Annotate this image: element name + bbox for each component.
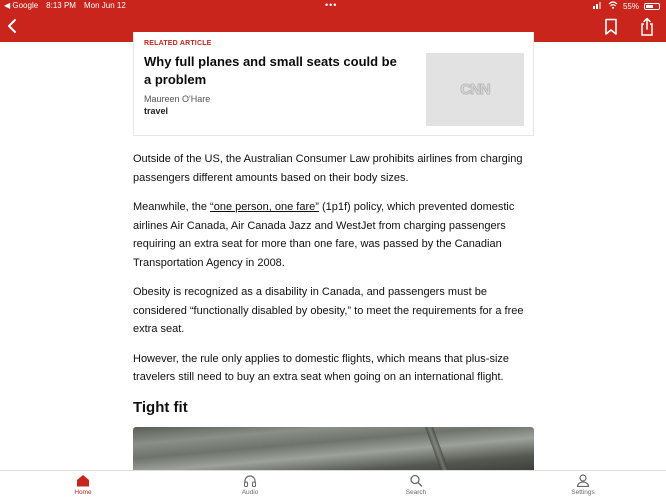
related-article-kicker: RELATED ARTICLE	[144, 40, 212, 47]
status-bar	[0, 0, 666, 12]
tab-bar	[0, 470, 666, 500]
tab-label: Settings	[571, 489, 595, 496]
article-paragraph: Outside of the US, the Australian Consumer Law prohibits airlines from charging passengers different amounts based on their body sizes.	[133, 153, 523, 184]
home-icon	[76, 474, 90, 487]
article-image[interactable]	[133, 427, 534, 471]
image-detail	[425, 427, 449, 471]
section-heading: Tight fit	[133, 398, 188, 416]
status-time: 8:13 PM	[46, 1, 76, 10]
battery-percent: 55%	[622, 1, 639, 11]
paragraph-text: Meanwhile, the	[133, 201, 211, 213]
headphones-icon	[243, 474, 257, 487]
article-paragraph	[133, 198, 535, 272]
tab-search[interactable]	[386, 474, 446, 496]
tab-label: Audio	[241, 489, 259, 496]
cnn-logo: CNN	[460, 81, 490, 98]
back-to-app-link[interactable]: ◀ Google	[4, 1, 39, 10]
status-date: Mon Jun 12	[83, 1, 126, 10]
battery-icon	[644, 3, 660, 10]
bookmark-icon[interactable]	[604, 18, 618, 36]
signal-icon	[593, 1, 603, 11]
wifi-icon	[608, 1, 618, 11]
related-article-thumbnail[interactable]	[426, 53, 524, 126]
article-paragraph: Obesity is recognized as a disability in Canada, and passengers must be considered “functionally disabled by obesity,” to meet the requirements for a free extra seat.	[133, 286, 524, 335]
search-icon	[409, 474, 423, 487]
related-article-section[interactable]: travel	[144, 106, 169, 116]
chevron-left-icon[interactable]	[5, 16, 21, 36]
tab-label: Home	[74, 489, 92, 496]
share-icon[interactable]	[639, 17, 655, 37]
person-icon	[576, 474, 590, 487]
one-person-one-fare-link[interactable]: “one person, one fare”	[210, 201, 319, 213]
tab-audio[interactable]	[220, 474, 280, 496]
multitask-dots[interactable]: •••	[325, 0, 338, 10]
article-paragraph: However, the rule only applies to domestic flights, which means that plus-size travelers still need to buy an extra seat when going on an international flight.	[133, 352, 510, 383]
tab-home[interactable]	[53, 474, 113, 496]
related-article-headline[interactable]: Why full planes and small seats could be a problem	[144, 54, 397, 87]
article-body	[133, 150, 535, 418]
tab-settings[interactable]	[553, 474, 613, 496]
paragraph-text: (1p1f) policy, which prevented domestic airlines Air Canada, Air Canada Jazz and WestJet from charging passengers requiring an extra seat for more than one fare, was passed by the Canadian Transportation Agency in 2008.	[133, 201, 515, 269]
tab-label: Search	[405, 489, 427, 496]
related-article-author: Maureen O'Hare	[144, 94, 211, 104]
related-article-card[interactable]	[133, 32, 534, 136]
battery-fill	[646, 5, 653, 8]
